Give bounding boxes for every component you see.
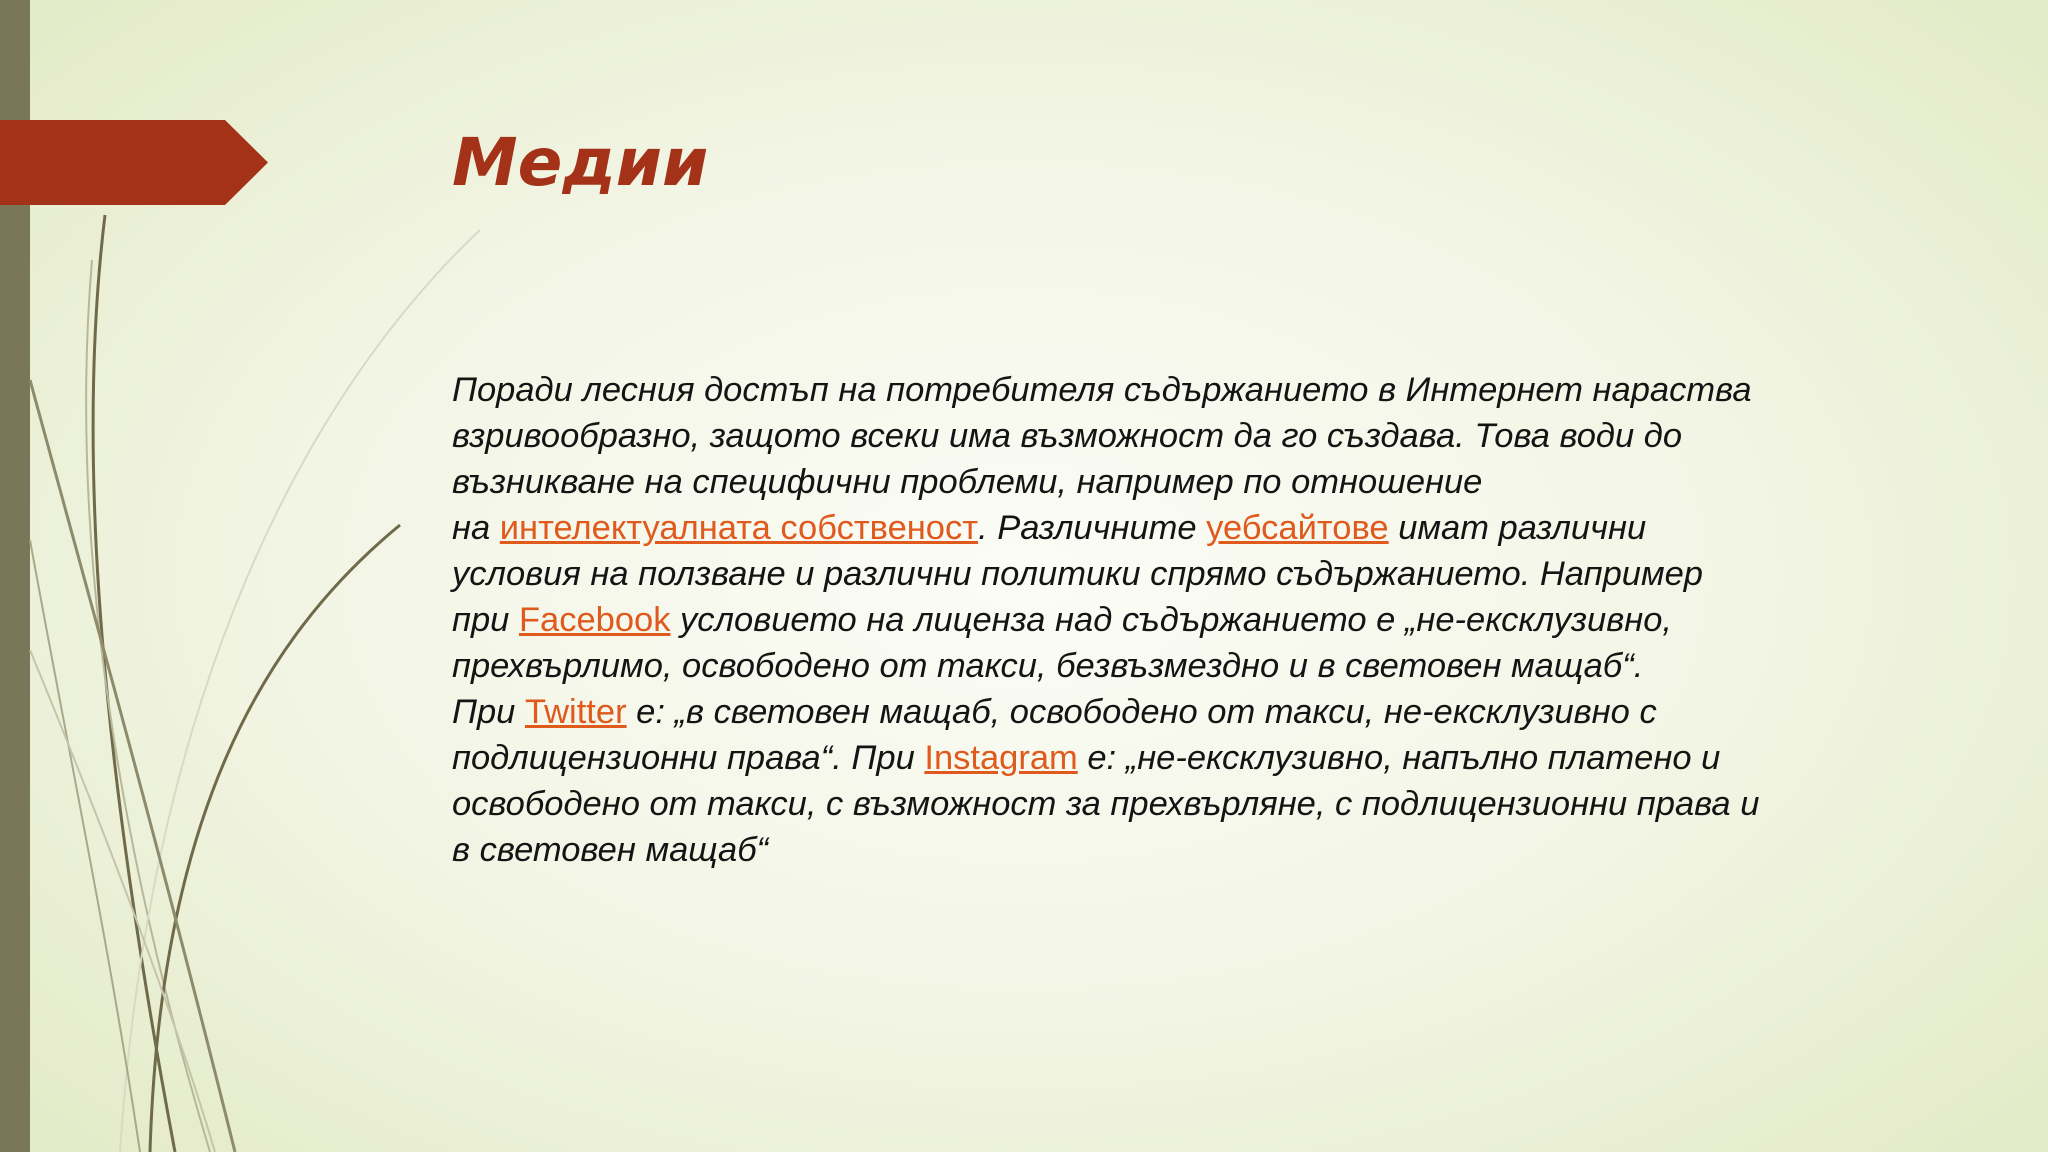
body-line: условия на ползване и различни политики спрямо съдържанието. Например [452,555,1703,593]
body-line [452,735,1942,781]
link-websites[interactable]: уебсайтове [1206,509,1389,547]
body-text-segment: е: „в световен мащаб, освободено от такси, не-ексклузивно с [626,693,1657,731]
body-line: прехвърлимо, освободено от такси, безвъзмездно и в световен мащаб“. [452,647,1644,685]
body-line [452,689,1942,735]
link-twitter[interactable]: Twitter [524,693,627,731]
body-line: в световен мащаб“ [452,831,769,869]
link-instagram[interactable]: Instagram [924,739,1078,777]
body-text-segment: при [452,601,519,639]
body-line: Поради лесния достъп на потребителя съдържанието в Интернет нараства [452,371,1752,409]
slide-body-text [452,367,1942,873]
body-line: възникване на специфични проблеми, например по отношение [452,463,1483,501]
body-text-segment: При [452,693,525,731]
link-facebook[interactable]: Facebook [518,601,671,639]
body-line: освободено от такси, с възможност за прехвърляне, с подлицензионни права и [452,785,1760,823]
body-text-segment: . Различните [978,509,1207,547]
link-intellectual-property[interactable]: интелектуалната собственост [499,509,979,547]
body-line: взривообразно, защото всеки има възможност да го създава. Това води до [452,417,1683,455]
body-text-segment: е: „не-ексклузивно, напълно платено и [1077,739,1721,777]
slide-title: Медии [452,124,709,201]
body-line [452,597,1942,643]
body-text-segment: подлицензионни права“. При [452,739,925,777]
body-text-segment: на [452,509,500,547]
body-text-segment: имат различни [1388,509,1647,547]
body-line [452,505,1942,551]
title-arrow-shape [0,120,270,205]
body-text-segment: условието на лиценза над съдържанието е „не-ексклузивно, [670,601,1672,639]
